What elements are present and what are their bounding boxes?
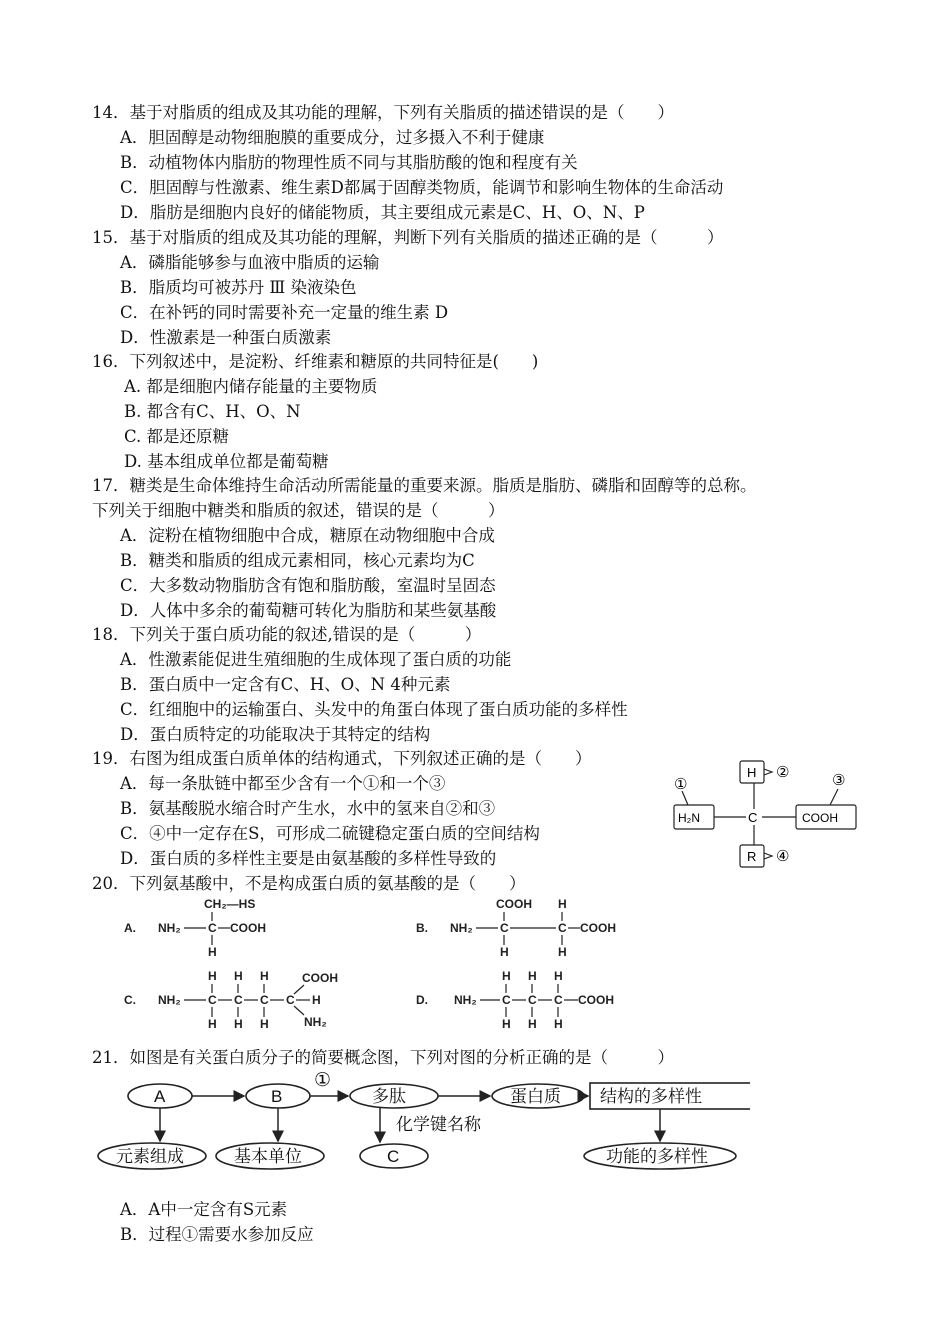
q14-option-d: D．脂肪是细胞内良好的储能物质，其主要组成元素是C、H、O、N、P	[120, 203, 645, 222]
node-elements: 元素组成	[116, 1147, 184, 1166]
b-hydrogen-2: H	[558, 945, 567, 959]
q17-stem: 17．糖类是生命体维持生命活动所需能量的重要来源。脂质是脂肪、磷脂和固醇等的总称。	[92, 476, 757, 495]
protein-concept-map	[90, 1072, 750, 1180]
q19-option-a: A．每一条肽链中都至少含有一个①和一个③	[120, 774, 446, 793]
c-carbon-1: C	[208, 993, 217, 1007]
d-h-bot-1: H	[502, 1017, 511, 1031]
q18-option-d: D．蛋白质特定的功能取决于其特定的结构	[120, 725, 431, 744]
q19-option-c: C．④中一定存在S，可形成二硫键稳定蛋白质的空间结构	[120, 824, 540, 843]
d-h-top-2: H	[528, 969, 537, 983]
q17-stem-continued: 下列关于细胞中糖类和脂质的叙述，错误的是（ ）	[92, 501, 505, 520]
d-carbon-2: C	[528, 993, 537, 1007]
c-h-top-2: H	[234, 969, 243, 983]
node-polypeptide: 多肽	[372, 1087, 406, 1106]
option-b-label: B.	[416, 921, 428, 935]
a-nh2: NH₂	[158, 921, 181, 935]
q14-option-c: C．胆固醇与性激素、维生素D都属于固醇类物质，能调节和影响生物体的生命活动	[120, 178, 724, 197]
q18-option-b: B．蛋白质中一定含有C、H、O、N 4种元素	[120, 675, 451, 694]
c-h-bot-1: H	[208, 1017, 217, 1031]
cooh-label: COOH	[802, 811, 838, 825]
q18-stem: 18．下列关于蛋白质功能的叙述,错误的是（ ）	[92, 625, 482, 644]
c-hydrogen-right: H	[312, 993, 321, 1007]
b-nh2: NH₂	[450, 921, 473, 935]
option-d-label: D.	[416, 993, 428, 1007]
c-h-bot-3: H	[260, 1017, 269, 1031]
c-carbon-4: C	[286, 993, 295, 1007]
node-protein: 蛋白质	[510, 1087, 561, 1106]
node-c: C	[387, 1147, 400, 1166]
marker-1: ①	[674, 776, 688, 793]
a-hydrogen: H	[208, 945, 217, 959]
b-side-cooh: COOH	[496, 897, 532, 911]
d-carbon-3: C	[554, 993, 563, 1007]
c-carbon-2: C	[234, 993, 243, 1007]
q16-stem: 16．下列叙述中，是淀粉、纤维素和糖原的共同特征是( )	[92, 352, 539, 371]
d-cooh: COOH	[578, 993, 614, 1007]
c-nh2: NH₂	[158, 993, 181, 1007]
q16-option-c: C. 都是还原糖	[124, 427, 230, 446]
a-carbon: C	[208, 921, 217, 935]
q17-option-b: B．糖类和脂质的组成元素相同，核心元素均为C	[120, 551, 475, 570]
q14-option-a: A．胆固醇是动物细胞膜的重要成分，过多摄入不利于健康	[120, 128, 545, 147]
d-carbon-1: C	[502, 993, 511, 1007]
b-hydrogen-1: H	[500, 945, 509, 959]
node-a: A	[154, 1087, 166, 1106]
b-carbon-1: C	[500, 921, 509, 935]
d-h-top-3: H	[554, 969, 563, 983]
c-h-bot-2: H	[234, 1017, 243, 1031]
marker-3: ③	[832, 772, 846, 789]
c-h-top-3: H	[260, 969, 269, 983]
q16-option-b: B. 都含有C、H、O、N	[124, 402, 301, 421]
q19-option-d: D．蛋白质的多样性主要是由氨基酸的多样性导致的	[120, 849, 497, 868]
d-h-bot-3: H	[554, 1017, 563, 1031]
d-h-top-1: H	[502, 969, 511, 983]
node-basic-unit: 基本单位	[234, 1147, 302, 1166]
a-side-chain: CH₂—HS	[204, 897, 256, 911]
d-h-bot-2: H	[528, 1017, 537, 1031]
node-b: B	[271, 1087, 283, 1106]
q14-stem: 14．基于对脂质的组成及其功能的理解，下列有关脂质的描述错误的是（ ）	[92, 103, 674, 122]
q15-stem: 15．基于对脂质的组成及其功能的理解，判断下列有关脂质的描述正确的是（ ）	[92, 228, 724, 247]
amino-acid-structure-diagram	[668, 755, 868, 870]
q17-option-d: D．人体中多余的葡萄糖可转化为脂肪和某些氨基酸	[120, 601, 497, 620]
marker-4: ④	[776, 848, 790, 865]
c-carbon-3: C	[260, 993, 269, 1007]
q20-stem: 20．下列氨基酸中，不是构成蛋白质的氨基酸的是（ ）	[92, 874, 526, 893]
q21-stem: 21．如图是有关蛋白质分子的简要概念图，下列对图的分析正确的是（ ）	[92, 1048, 674, 1067]
node-structure-diversity: 结构的多样性	[600, 1087, 702, 1106]
b-carbon-2: C	[558, 921, 567, 935]
label-step-1: ①	[314, 1072, 332, 1091]
c-nh2-lower: NH₂	[304, 1015, 327, 1029]
q15-option-c: C．在补钙的同时需要补充一定量的维生素 D	[120, 303, 449, 322]
q16-option-d: D. 基本组成单位都是葡萄糖	[124, 452, 329, 471]
option-a-label: A.	[124, 921, 136, 935]
amino-acid-options-diagram	[118, 894, 638, 1036]
q19-option-b: B．氨基酸脱水缩合时产生水，水中的氢来自②和③	[120, 799, 496, 818]
a-cooh: COOH	[230, 921, 266, 935]
r-group-label: R	[747, 849, 757, 864]
q21-option-a: A．A中一定含有S元素	[120, 1200, 288, 1219]
q15-option-d: D．性激素是一种蛋白质激素	[120, 328, 332, 347]
q14-option-b: B．动植物体内脂肪的物理性质不同与其脂肪酸的饱和程度有关	[120, 153, 578, 172]
q18-option-a: A．性激素能促进生殖细胞的生成体现了蛋白质的功能	[120, 650, 512, 669]
node-function-diversity: 功能的多样性	[606, 1147, 708, 1166]
marker-2: ②	[776, 764, 790, 781]
b-cooh: COOH	[580, 921, 616, 935]
c-h-top-1: H	[208, 969, 217, 983]
q19-stem: 19．右图为组成蛋白质单体的结构通式，下列叙述正确的是（ ）	[92, 749, 592, 768]
hydrogen-label: H	[747, 765, 757, 780]
q16-option-a: A. 都是细胞内储存能量的主要物质	[124, 377, 378, 396]
option-c-label: C.	[124, 993, 136, 1007]
q17-option-c: C．大多数动物脂肪含有饱和脂肪酸，室温时呈固态	[120, 576, 496, 595]
q15-option-b: B．脂质均可被苏丹 Ⅲ 染液染色	[120, 278, 357, 297]
label-bond-name: 化学键名称	[396, 1115, 481, 1134]
c-cooh: COOH	[302, 971, 338, 985]
d-nh2: NH₂	[454, 993, 477, 1007]
alpha-carbon-label: C	[748, 810, 758, 825]
h2n-label: H₂N	[678, 811, 700, 825]
q18-option-c: C．红细胞中的运输蛋白、头发中的角蛋白体现了蛋白质功能的多样性	[120, 700, 628, 719]
q17-option-a: A．淀粉在植物细胞中合成，糖原在动物细胞中合成	[120, 526, 495, 545]
q15-option-a: A．磷脂能够参与血液中脂质的运输	[120, 253, 380, 272]
b-hydrogen-top: H	[558, 897, 567, 911]
q21-option-b: B．过程①需要水参加反应	[120, 1225, 314, 1244]
